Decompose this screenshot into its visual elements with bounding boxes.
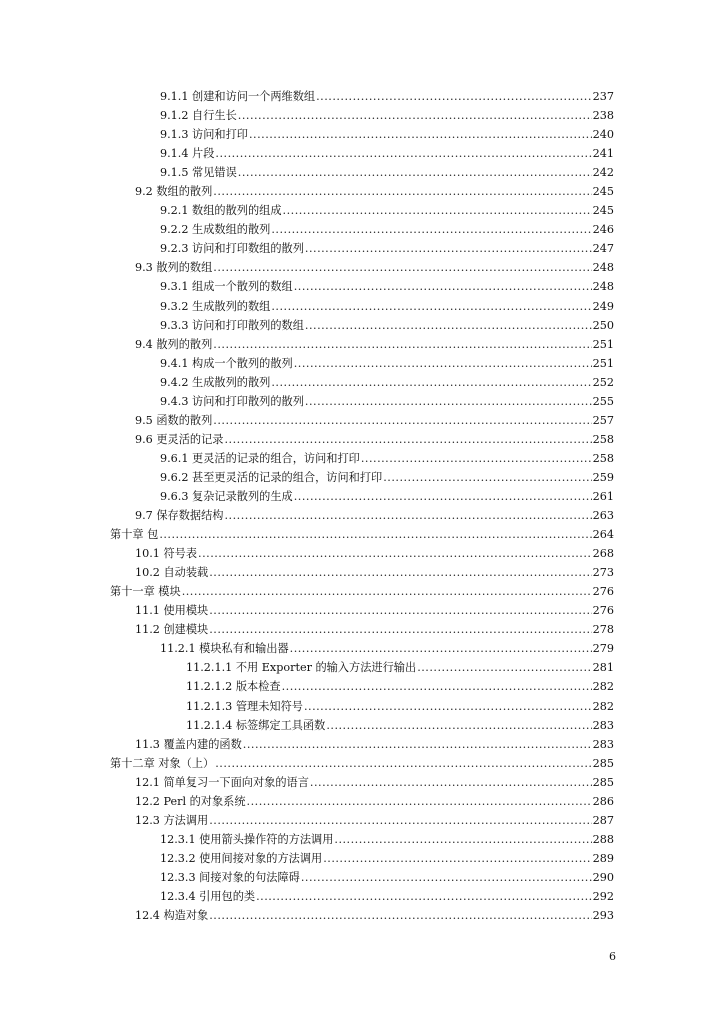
dot-leader bbox=[361, 449, 613, 468]
toc-entry bbox=[0, 887, 724, 906]
toc-entry bbox=[0, 277, 724, 296]
dot-leader bbox=[209, 601, 613, 620]
toc-entry-title: 9.1.2 自行生长 bbox=[160, 109, 237, 123]
dot-leader bbox=[238, 106, 613, 125]
toc-entry-title: 第十章 包 bbox=[110, 528, 159, 542]
toc-entry bbox=[0, 468, 724, 487]
toc-entry-title: 9.4.2 生成散列的散列 bbox=[160, 375, 271, 389]
dot-leader bbox=[209, 906, 613, 925]
toc-entry-title: 9.6 更灵活的记录 bbox=[135, 432, 224, 446]
table-of-contents bbox=[0, 87, 724, 925]
dot-leader bbox=[316, 87, 613, 106]
toc-entry bbox=[0, 335, 724, 354]
page-number: 6 bbox=[609, 950, 616, 963]
toc-entry-page: 245 bbox=[592, 182, 614, 201]
toc-entry-title: 9.4.1 构成一个散列的散列 bbox=[160, 356, 293, 370]
toc-entry-title: 11.2.1 模块私有和输出器 bbox=[160, 642, 289, 656]
toc-entry-page: 257 bbox=[592, 411, 614, 430]
toc-entry-title: 10.2 自动装载 bbox=[135, 566, 209, 580]
toc-entry bbox=[0, 182, 724, 201]
toc-entry-page: 261 bbox=[592, 487, 614, 506]
toc-entry-page: 276 bbox=[592, 582, 614, 601]
dot-leader bbox=[213, 258, 613, 277]
toc-entry-title: 11.2 创建模块 bbox=[135, 623, 209, 637]
toc-entry bbox=[0, 525, 724, 544]
dot-leader bbox=[213, 411, 613, 430]
toc-entry bbox=[0, 849, 724, 868]
toc-entry bbox=[0, 220, 724, 239]
toc-entry-page: 283 bbox=[592, 716, 614, 735]
toc-entry bbox=[0, 316, 724, 335]
toc-entry bbox=[0, 811, 724, 830]
toc-entry-title: 9.2.1 数组的散列的组成 bbox=[160, 204, 282, 218]
dot-leader bbox=[247, 792, 613, 811]
toc-entry-title: 11.3 覆盖内建的函数 bbox=[135, 737, 242, 751]
toc-entry bbox=[0, 620, 724, 639]
toc-entry-title: 9.4 散列的散列 bbox=[135, 337, 213, 351]
toc-entry bbox=[0, 506, 724, 525]
toc-entry-page: 276 bbox=[592, 601, 614, 620]
toc-entry bbox=[0, 544, 724, 563]
dot-leader bbox=[238, 163, 613, 182]
toc-entry-title: 12.2 Perl 的对象系统 bbox=[135, 794, 246, 808]
dot-leader bbox=[305, 239, 613, 258]
toc-entry-title: 10.1 符号表 bbox=[135, 547, 198, 561]
dot-leader bbox=[249, 125, 613, 144]
toc-entry bbox=[0, 297, 724, 316]
toc-entry-title: 11.2.1.2 版本检查 bbox=[186, 680, 281, 694]
toc-entry-title: 12.3.3 间接对象的句法障碍 bbox=[160, 870, 300, 884]
toc-entry-title: 9.4.3 访问和打印散列的散列 bbox=[160, 394, 304, 408]
dot-leader bbox=[294, 354, 613, 373]
dot-leader bbox=[310, 773, 613, 792]
toc-entry-page: 283 bbox=[592, 735, 614, 754]
toc-entry bbox=[0, 697, 724, 716]
toc-entry-page: 259 bbox=[592, 468, 614, 487]
dot-leader bbox=[209, 811, 613, 830]
toc-entry bbox=[0, 239, 724, 258]
dot-leader bbox=[213, 182, 613, 201]
toc-entry-page: 290 bbox=[592, 868, 614, 887]
toc-entry-title: 9.3.1 组成一个散列的数组 bbox=[160, 280, 293, 294]
dot-leader bbox=[213, 335, 613, 354]
toc-entry-page: 248 bbox=[592, 277, 614, 296]
toc-entry bbox=[0, 258, 724, 277]
dot-leader bbox=[290, 639, 613, 658]
toc-entry bbox=[0, 830, 724, 849]
toc-entry-page: 282 bbox=[592, 677, 614, 696]
toc-entry bbox=[0, 677, 724, 696]
dot-leader bbox=[383, 468, 613, 487]
toc-entry-title: 11.2.1.1 不用 Exporter 的输入方法进行输出 bbox=[186, 661, 417, 675]
dot-leader bbox=[283, 201, 613, 220]
toc-entry bbox=[0, 716, 724, 735]
dot-leader bbox=[294, 487, 613, 506]
toc-entry bbox=[0, 392, 724, 411]
toc-entry-title: 12.3 方法调用 bbox=[135, 813, 209, 827]
toc-entry-title: 9.3.3 访问和打印散列的数组 bbox=[160, 318, 304, 332]
toc-entry bbox=[0, 449, 724, 468]
dot-leader bbox=[215, 144, 613, 163]
dot-leader bbox=[182, 582, 613, 601]
dot-leader bbox=[256, 887, 613, 906]
toc-entry-page: 287 bbox=[592, 811, 614, 830]
toc-entry bbox=[0, 144, 724, 163]
toc-entry-title: 9.1.5 常见错误 bbox=[160, 166, 237, 180]
dot-leader bbox=[224, 430, 613, 449]
toc-entry-page: 251 bbox=[592, 354, 614, 373]
dot-leader bbox=[198, 544, 613, 563]
toc-entry-page: 258 bbox=[592, 449, 614, 468]
toc-entry bbox=[0, 354, 724, 373]
toc-entry-page: 247 bbox=[592, 239, 614, 258]
toc-entry-title: 12.4 构造对象 bbox=[135, 909, 209, 923]
toc-entry-page: 250 bbox=[592, 316, 614, 335]
toc-entry bbox=[0, 906, 724, 925]
toc-entry-page: 281 bbox=[592, 658, 614, 677]
toc-entry-title: 12.3.2 使用间接对象的方法调用 bbox=[160, 851, 323, 865]
toc-entry-title: 11.2.1.4 标签绑定工具函数 bbox=[186, 718, 326, 732]
toc-entry-page: 289 bbox=[592, 849, 614, 868]
toc-entry-page: 264 bbox=[592, 525, 614, 544]
toc-entry-title: 12.3.4 引用包的类 bbox=[160, 889, 256, 903]
toc-entry-page: 292 bbox=[592, 887, 614, 906]
toc-entry bbox=[0, 735, 724, 754]
toc-entry-title: 9.7 保存数据结构 bbox=[135, 509, 224, 523]
toc-entry-page: 245 bbox=[592, 201, 614, 220]
toc-entry bbox=[0, 601, 724, 620]
toc-entry-title: 9.1.4 片段 bbox=[160, 147, 215, 161]
toc-entry-page: 246 bbox=[592, 220, 614, 239]
toc-entry-page: 285 bbox=[592, 754, 614, 773]
toc-entry-page: 241 bbox=[592, 144, 614, 163]
dot-leader bbox=[417, 658, 613, 677]
toc-entry-title: 9.2 数组的散列 bbox=[135, 185, 213, 199]
toc-entry-page: 252 bbox=[592, 373, 614, 392]
dot-leader bbox=[294, 277, 613, 296]
dot-leader bbox=[304, 697, 613, 716]
toc-entry-title: 9.3.2 生成散列的数组 bbox=[160, 299, 271, 313]
toc-entry bbox=[0, 658, 724, 677]
dot-leader bbox=[271, 373, 613, 392]
toc-entry-title: 9.6.2 甚至更灵活的记录的组合，访问和打印 bbox=[160, 470, 383, 484]
toc-entry-page: 248 bbox=[592, 258, 614, 277]
dot-leader bbox=[271, 220, 613, 239]
toc-entry-title: 9.3 散列的数组 bbox=[135, 261, 213, 275]
toc-entry-title: 9.6.3 复杂记录散列的生成 bbox=[160, 489, 293, 503]
toc-entry bbox=[0, 125, 724, 144]
toc-entry-page: 293 bbox=[592, 906, 614, 925]
toc-entry bbox=[0, 163, 724, 182]
dot-leader bbox=[323, 849, 613, 868]
dot-leader bbox=[305, 316, 613, 335]
toc-entry-page: 242 bbox=[592, 163, 614, 182]
dot-leader bbox=[224, 506, 613, 525]
toc-entry bbox=[0, 411, 724, 430]
dot-leader bbox=[159, 525, 613, 544]
dot-leader bbox=[326, 716, 613, 735]
toc-entry-page: 282 bbox=[592, 697, 614, 716]
toc-entry bbox=[0, 792, 724, 811]
dot-leader bbox=[282, 677, 613, 696]
dot-leader bbox=[334, 830, 613, 849]
toc-entry-title: 9.2.3 访问和打印数组的散列 bbox=[160, 242, 304, 256]
dot-leader bbox=[209, 563, 613, 582]
toc-entry-page: 251 bbox=[592, 335, 614, 354]
toc-entry-page: 255 bbox=[592, 392, 614, 411]
toc-entry-title: 9.5 函数的散列 bbox=[135, 413, 213, 427]
toc-entry-page: 273 bbox=[592, 563, 614, 582]
toc-entry-page: 240 bbox=[592, 125, 614, 144]
toc-entry-title: 11.2.1.3 管理未知符号 bbox=[186, 699, 303, 713]
toc-entry-page: 278 bbox=[592, 620, 614, 639]
dot-leader bbox=[301, 868, 613, 887]
toc-entry bbox=[0, 563, 724, 582]
toc-entry-title: 9.2.2 生成数组的散列 bbox=[160, 223, 271, 237]
toc-entry-title: 11.1 使用模块 bbox=[135, 604, 209, 618]
dot-leader bbox=[215, 754, 613, 773]
toc-entry-page: 237 bbox=[592, 87, 614, 106]
toc-entry-page: 286 bbox=[592, 792, 614, 811]
toc-entry bbox=[0, 773, 724, 792]
toc-entry bbox=[0, 868, 724, 887]
toc-entry-page: 288 bbox=[592, 830, 614, 849]
toc-entry-page: 285 bbox=[592, 773, 614, 792]
toc-entry-title: 9.1.3 访问和打印 bbox=[160, 128, 248, 142]
toc-entry bbox=[0, 487, 724, 506]
dot-leader bbox=[271, 297, 613, 316]
dot-leader bbox=[243, 735, 613, 754]
toc-entry bbox=[0, 754, 724, 773]
toc-entry bbox=[0, 87, 724, 106]
toc-entry-page: 279 bbox=[592, 639, 614, 658]
toc-entry-title: 9.6.1 更灵活的记录的组合，访问和打印 bbox=[160, 451, 360, 465]
toc-entry bbox=[0, 201, 724, 220]
dot-leader bbox=[305, 392, 613, 411]
toc-entry bbox=[0, 582, 724, 601]
toc-entry-page: 263 bbox=[592, 506, 614, 525]
toc-entry bbox=[0, 373, 724, 392]
toc-entry-title: 第十二章 对象（上） bbox=[110, 756, 215, 770]
toc-entry-page: 268 bbox=[592, 544, 614, 563]
toc-entry-page: 249 bbox=[592, 297, 614, 316]
toc-entry bbox=[0, 639, 724, 658]
toc-entry-title: 第十一章 模块 bbox=[110, 585, 181, 599]
toc-entry-title: 12.3.1 使用箭头操作符的方法调用 bbox=[160, 832, 334, 846]
toc-entry-page: 238 bbox=[592, 106, 614, 125]
toc-entry bbox=[0, 106, 724, 125]
toc-entry bbox=[0, 430, 724, 449]
toc-entry-title: 12.1 简单复习一下面向对象的语言 bbox=[135, 775, 309, 789]
toc-entry-title: 9.1.1 创建和访问一个两维数组 bbox=[160, 90, 316, 103]
toc-entry-page: 258 bbox=[592, 430, 614, 449]
dot-leader bbox=[209, 620, 613, 639]
